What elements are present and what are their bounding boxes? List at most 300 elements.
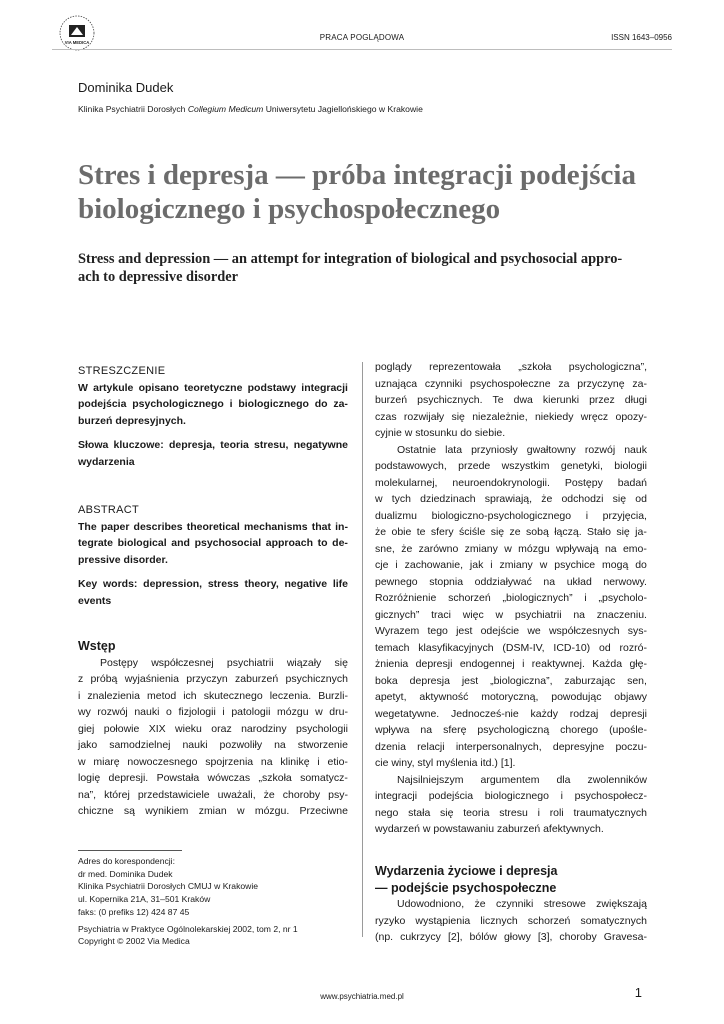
word: czas	[375, 410, 397, 423]
word: [3],	[537, 931, 553, 943]
word: i	[395, 559, 398, 571]
word: (upośle-	[609, 724, 647, 736]
word: wówczas	[207, 772, 251, 784]
word: Powstała	[156, 772, 200, 784]
body-line	[375, 640, 647, 657]
word: chiczne	[78, 805, 114, 817]
word: układ	[566, 575, 592, 588]
word: nauki	[182, 739, 208, 751]
section-heading: Wydarzenia życiowe i depresja	[375, 864, 558, 878]
word: roli	[549, 806, 564, 819]
word: sfery	[430, 526, 454, 538]
word: odejście	[480, 625, 520, 637]
word: mogą	[602, 559, 629, 571]
word: wieku	[175, 722, 202, 735]
word: uznająca	[375, 377, 418, 390]
word: głowy	[503, 931, 531, 943]
word: fizjologii	[178, 706, 216, 718]
footnote-line: faks: (0 prefiks 12) 424 87 45	[78, 906, 190, 917]
word: teoretyczne	[184, 381, 243, 394]
word: łączą.	[554, 526, 582, 538]
word: psychicznych.	[417, 394, 483, 406]
word: stresu,	[254, 439, 289, 451]
word: głę-	[629, 658, 647, 670]
word: psychologiczną	[477, 724, 550, 736]
word: podejścia	[428, 790, 474, 802]
word: emo-	[622, 542, 647, 555]
right-column-text	[375, 359, 647, 838]
word: od	[599, 641, 611, 654]
wstep-heading: Wstęp	[78, 639, 116, 653]
english-title-line: Stress and depression — an attempt for integration of biological and psychosocial appro-	[78, 251, 623, 267]
word: skutecznego	[203, 689, 263, 702]
word: objawy	[614, 691, 647, 703]
word: describes	[133, 520, 183, 533]
word: apetyt,	[375, 691, 407, 703]
word: rozwój	[97, 706, 128, 718]
word: biologicznego	[238, 398, 309, 410]
body-line	[375, 491, 647, 508]
word: Gravesa-	[603, 931, 647, 943]
word: współczesnej	[151, 656, 214, 669]
keywords-line	[78, 576, 348, 593]
word: te	[416, 526, 426, 538]
word: sen,	[627, 674, 647, 687]
footer-url[interactable]: www.psychiatria.med.pl	[320, 992, 404, 1001]
body-line	[78, 787, 348, 804]
body-line	[375, 541, 647, 558]
body-line: wydarzeń w powstawaniu zaburzeń afektywnych.	[375, 823, 604, 835]
word: i	[490, 559, 493, 571]
word: i	[584, 592, 587, 604]
word: motoryczną,	[481, 691, 539, 703]
word: Jednocześ-nie	[451, 707, 519, 720]
abstract-heading: ABSTRACT	[78, 504, 140, 516]
word: miarę	[93, 755, 120, 768]
word: reaktywnej.	[531, 658, 585, 670]
abstract-body	[78, 519, 348, 569]
word: teoria	[463, 806, 490, 819]
word: W	[78, 381, 88, 394]
word: temach	[375, 641, 410, 654]
word: i	[522, 658, 525, 670]
body-line	[78, 655, 348, 672]
word: psychicznych	[285, 673, 348, 685]
word: opisano	[138, 381, 179, 394]
word: stała	[408, 806, 431, 819]
word: podstawy	[247, 381, 297, 394]
word: psychospołeczne	[470, 377, 551, 390]
word: traci	[431, 608, 451, 621]
word: psychospołecz-	[574, 790, 647, 802]
word: zmian	[198, 805, 227, 817]
footnote-line: Copyright © 2002 Via Medica	[78, 936, 190, 947]
body-line: burzeń depresyjnych.	[78, 414, 186, 427]
page-number: 1	[634, 985, 642, 1000]
footnote-line: ul. Kopernika 21A, 31–501 Kraków	[78, 894, 211, 905]
word: w	[495, 608, 504, 621]
word: biologii	[614, 460, 647, 472]
word: to	[317, 537, 328, 549]
word: się	[490, 526, 505, 538]
word: się	[451, 410, 465, 423]
header-divider	[52, 49, 672, 50]
title-line: biologicznego i psychospołecznego	[78, 193, 501, 225]
word: samodzielnej	[109, 739, 171, 751]
word: sys-	[627, 625, 647, 637]
word: Rozróżnienie	[375, 592, 437, 604]
article-category: PRACA POGLĄDOWA	[319, 33, 405, 42]
word: próbą	[90, 673, 118, 685]
word: za-	[333, 398, 348, 410]
word: kierunki	[542, 394, 580, 406]
word: niezależnie,	[472, 410, 528, 423]
word: biologiczno-psychologicznego	[431, 509, 572, 522]
body-line	[375, 524, 647, 541]
word: wszystkim	[501, 460, 550, 472]
body-line	[375, 442, 647, 459]
word: na	[573, 608, 586, 621]
word: biological	[117, 537, 167, 549]
word: wegetatywne.	[375, 707, 440, 720]
footnote-line: Psychiatria w Praktyce Ogólnolekarskiej 2002, tom 2, nr 1	[78, 923, 298, 934]
body-line	[78, 770, 348, 787]
word: że	[401, 542, 413, 555]
word: dziedzinach	[420, 493, 476, 505]
body-line	[78, 519, 348, 536]
streszczenie-section	[78, 363, 348, 470]
word: i	[537, 806, 540, 819]
abstract-keywords	[78, 576, 348, 609]
word: reprezentowała	[429, 361, 501, 373]
word: w	[315, 706, 323, 718]
word: [2],	[447, 931, 463, 943]
word: jest	[461, 674, 479, 687]
word: approach	[265, 537, 313, 549]
word: endogennej	[459, 658, 515, 670]
word: theoretical	[186, 520, 240, 533]
body-line	[375, 656, 647, 673]
word: stresu	[499, 806, 528, 819]
word: na	[543, 575, 556, 588]
word: dzenia	[375, 740, 406, 753]
word: ze	[509, 526, 521, 538]
body-line	[78, 704, 348, 721]
body-line	[375, 623, 647, 640]
word: stress	[207, 578, 239, 590]
word: logię	[78, 772, 101, 784]
body-line	[375, 409, 647, 426]
word: są	[123, 805, 135, 817]
keywords-line: events	[78, 594, 112, 607]
word: od	[635, 493, 647, 505]
word: o	[166, 706, 172, 718]
word: mózgu	[277, 706, 309, 718]
section-wydarzenia	[375, 863, 647, 946]
word: poglądy	[375, 361, 412, 373]
word: life	[332, 578, 348, 590]
word: depresyjne	[552, 740, 605, 753]
word: Udowodniono,	[397, 898, 465, 910]
word: that	[311, 520, 331, 533]
word: depresji	[610, 707, 647, 720]
section-heading: — podejście psychospołeczne	[375, 880, 557, 895]
word: opozy-	[615, 410, 647, 423]
wstep-section	[78, 638, 348, 820]
word: ICD-10)	[553, 641, 591, 654]
footnote-line: dr med. Dominika Dudek	[78, 868, 173, 879]
word: „szkoła	[258, 772, 292, 784]
word: na	[274, 739, 286, 751]
word: na	[260, 755, 273, 768]
correspondence-footnote	[78, 855, 348, 948]
word: sne,	[375, 542, 395, 555]
word: klinikę	[280, 755, 310, 768]
word: oddziaływać	[474, 575, 532, 588]
word: więc	[462, 608, 484, 621]
affiliation	[78, 104, 423, 114]
body-line	[375, 392, 647, 409]
body-line	[375, 805, 647, 822]
word: w	[539, 559, 548, 571]
word: depression,	[143, 578, 203, 590]
word: choroby	[559, 931, 597, 943]
body-line	[375, 673, 647, 690]
word: ich	[183, 689, 197, 702]
word: wiązały	[286, 656, 322, 669]
word: choroby	[282, 788, 321, 801]
word: theory,	[244, 578, 279, 590]
word: psychologicznego	[132, 398, 224, 410]
word: sferę	[443, 724, 467, 736]
word: zaburzając	[564, 674, 616, 687]
word: argumentem	[480, 773, 540, 786]
word: zmiany	[464, 542, 498, 555]
body-line	[375, 508, 647, 525]
body-line	[375, 788, 647, 805]
word: Stało	[587, 526, 611, 538]
word: na”,	[78, 788, 97, 801]
word: rozró-	[619, 641, 647, 654]
word: do	[635, 559, 647, 571]
word: Przeciwne	[299, 805, 348, 817]
word: jest	[456, 625, 473, 637]
word: niekiedy	[534, 410, 574, 423]
word: zwolenników	[587, 773, 647, 786]
word: w	[236, 805, 245, 817]
column-divider	[362, 362, 363, 937]
word: negative	[284, 578, 328, 590]
word: Najsilniejszym	[397, 773, 464, 786]
word: in-	[335, 520, 348, 533]
word: współczesnych	[548, 625, 620, 637]
word: się	[612, 493, 627, 505]
word: podstawowych,	[375, 460, 447, 472]
body-line	[375, 772, 647, 789]
body-line: cyjnie w stosunku do siebie.	[375, 427, 506, 439]
word: kluczowe:	[113, 439, 164, 451]
word: interpersonalnych,	[455, 740, 542, 753]
word: gicznych”	[375, 608, 420, 621]
issn: ISSN 1643–0956	[611, 33, 672, 42]
word: zmiany	[499, 559, 533, 571]
word: XIX	[148, 722, 166, 735]
english-title-line: ach to depressive disorder	[78, 269, 239, 285]
word: schorzeń	[448, 592, 491, 604]
word: psy-	[328, 788, 348, 801]
body-line	[78, 671, 348, 688]
word: nowoczesnego	[127, 755, 198, 768]
word: przez	[589, 394, 615, 406]
body-line	[375, 607, 647, 624]
word: jak	[469, 559, 484, 571]
body-line	[375, 722, 647, 739]
word: się	[616, 526, 630, 538]
word: relacji	[417, 740, 445, 753]
word: ryzyko	[375, 914, 406, 927]
word: wynikiem	[145, 805, 189, 817]
word: teoria	[220, 439, 249, 451]
footnote-line: Adres do korespondencji:	[78, 856, 175, 866]
word: leczenia.	[269, 689, 312, 702]
word: „szkoła	[518, 361, 552, 373]
word: wyjaśnienia	[124, 673, 179, 685]
body-line	[375, 929, 647, 946]
body-line	[375, 913, 647, 930]
word: licznych	[480, 914, 518, 927]
word: molekularnej,	[375, 476, 438, 489]
word: że	[474, 898, 486, 910]
word: chorego	[560, 724, 599, 736]
body-line	[78, 535, 348, 552]
word: rozwój	[584, 443, 616, 456]
word: Burzli-	[318, 689, 348, 702]
streszczenie-heading: STRESZCZENIE	[78, 365, 166, 377]
body-line	[78, 688, 348, 705]
body-line	[78, 737, 348, 754]
word: za-	[632, 377, 647, 390]
word: z	[78, 673, 84, 685]
word: psychiatrii	[226, 656, 274, 669]
word: de-	[332, 537, 348, 549]
word: stresowe	[543, 898, 586, 910]
word: zwiększają	[596, 898, 647, 910]
word: wręcz	[580, 410, 609, 423]
word: wystąpienia	[415, 914, 471, 927]
word: poczu-	[615, 740, 647, 753]
word: dru-	[329, 706, 348, 718]
english-title	[78, 250, 658, 286]
word: burzeń	[375, 394, 408, 406]
word: nauki	[134, 706, 160, 718]
article-title	[78, 158, 678, 226]
word: rodzaj	[569, 707, 599, 720]
word: metod	[146, 689, 177, 702]
word: czynniki	[424, 377, 463, 390]
word: przyjęcia,	[602, 509, 647, 522]
word: dualizmu	[375, 509, 418, 522]
body-line	[375, 739, 647, 756]
word: mózgu.	[254, 805, 290, 817]
body-line	[78, 803, 348, 820]
affiliation-suffix: Uniwersytetu Jagiellońskiego w Krakowie	[263, 104, 423, 114]
word: i	[229, 398, 233, 410]
word: we	[527, 625, 541, 637]
word: Postępy	[100, 656, 138, 669]
word: artykule	[93, 381, 134, 394]
word: pewnego	[375, 575, 418, 588]
word: i	[222, 706, 225, 718]
word: sobą	[526, 526, 549, 538]
word: neuroendokrynologii.	[452, 476, 550, 489]
word: mechanisms	[243, 520, 308, 533]
body-line	[78, 754, 348, 771]
word: Postępy	[564, 476, 603, 489]
word: każdy	[530, 707, 558, 720]
word: długi	[624, 394, 647, 406]
body-line	[78, 721, 348, 738]
word: znalezienia	[87, 689, 140, 702]
word: oraz	[211, 722, 232, 735]
word: and	[171, 537, 190, 549]
word: pozwoliły	[219, 739, 263, 751]
body-line	[78, 380, 348, 397]
body-line: pressive disorder.	[78, 553, 168, 566]
footnote-line: Klinika Psychiatrii Dorosłych CMUJ w Krakowie	[78, 881, 259, 892]
word: do	[314, 398, 328, 410]
word: znaczeniu.	[596, 608, 647, 621]
word: przyczyn	[186, 673, 228, 685]
word: powodując	[551, 691, 602, 703]
body-line	[375, 574, 647, 591]
word: odchodzi	[561, 493, 604, 505]
word: dwa	[513, 394, 533, 406]
word: ściśle	[459, 526, 486, 538]
word: stopnia	[429, 575, 464, 588]
word: czynniki	[496, 898, 534, 910]
word: przyczynę	[577, 377, 625, 390]
svg-text:VIA MEDICA: VIA MEDICA	[64, 40, 90, 45]
body-line: cie winy, styl myślenia itd.) [1].	[375, 757, 516, 769]
word: psychosocial	[194, 537, 262, 549]
word: wpływa	[375, 724, 410, 736]
author-name: Dominika Dudek	[78, 80, 174, 95]
word: patologii	[231, 706, 271, 718]
word: obie	[391, 526, 412, 538]
word: Słowa	[78, 439, 109, 451]
word: spojrzenia	[205, 755, 254, 768]
streszczenie-body	[78, 380, 348, 430]
word: depresji.	[108, 772, 149, 784]
word: przede	[458, 460, 491, 472]
word: nauk	[624, 443, 647, 456]
word: zaburzeń	[235, 673, 279, 685]
word: i	[78, 689, 81, 702]
word: boka	[375, 674, 398, 687]
word: aktywność	[419, 691, 469, 703]
word: „biologicznych”	[502, 592, 573, 604]
word: żnienia	[375, 658, 409, 670]
word: bólów	[469, 931, 497, 943]
word: że	[375, 526, 387, 538]
word: Te	[492, 394, 504, 406]
word: Wyrazem	[375, 625, 420, 637]
word: narodziny	[241, 722, 287, 735]
word: podejścia	[78, 398, 127, 410]
word: badań	[617, 476, 647, 489]
word: że	[263, 788, 275, 801]
body-line	[375, 689, 647, 706]
